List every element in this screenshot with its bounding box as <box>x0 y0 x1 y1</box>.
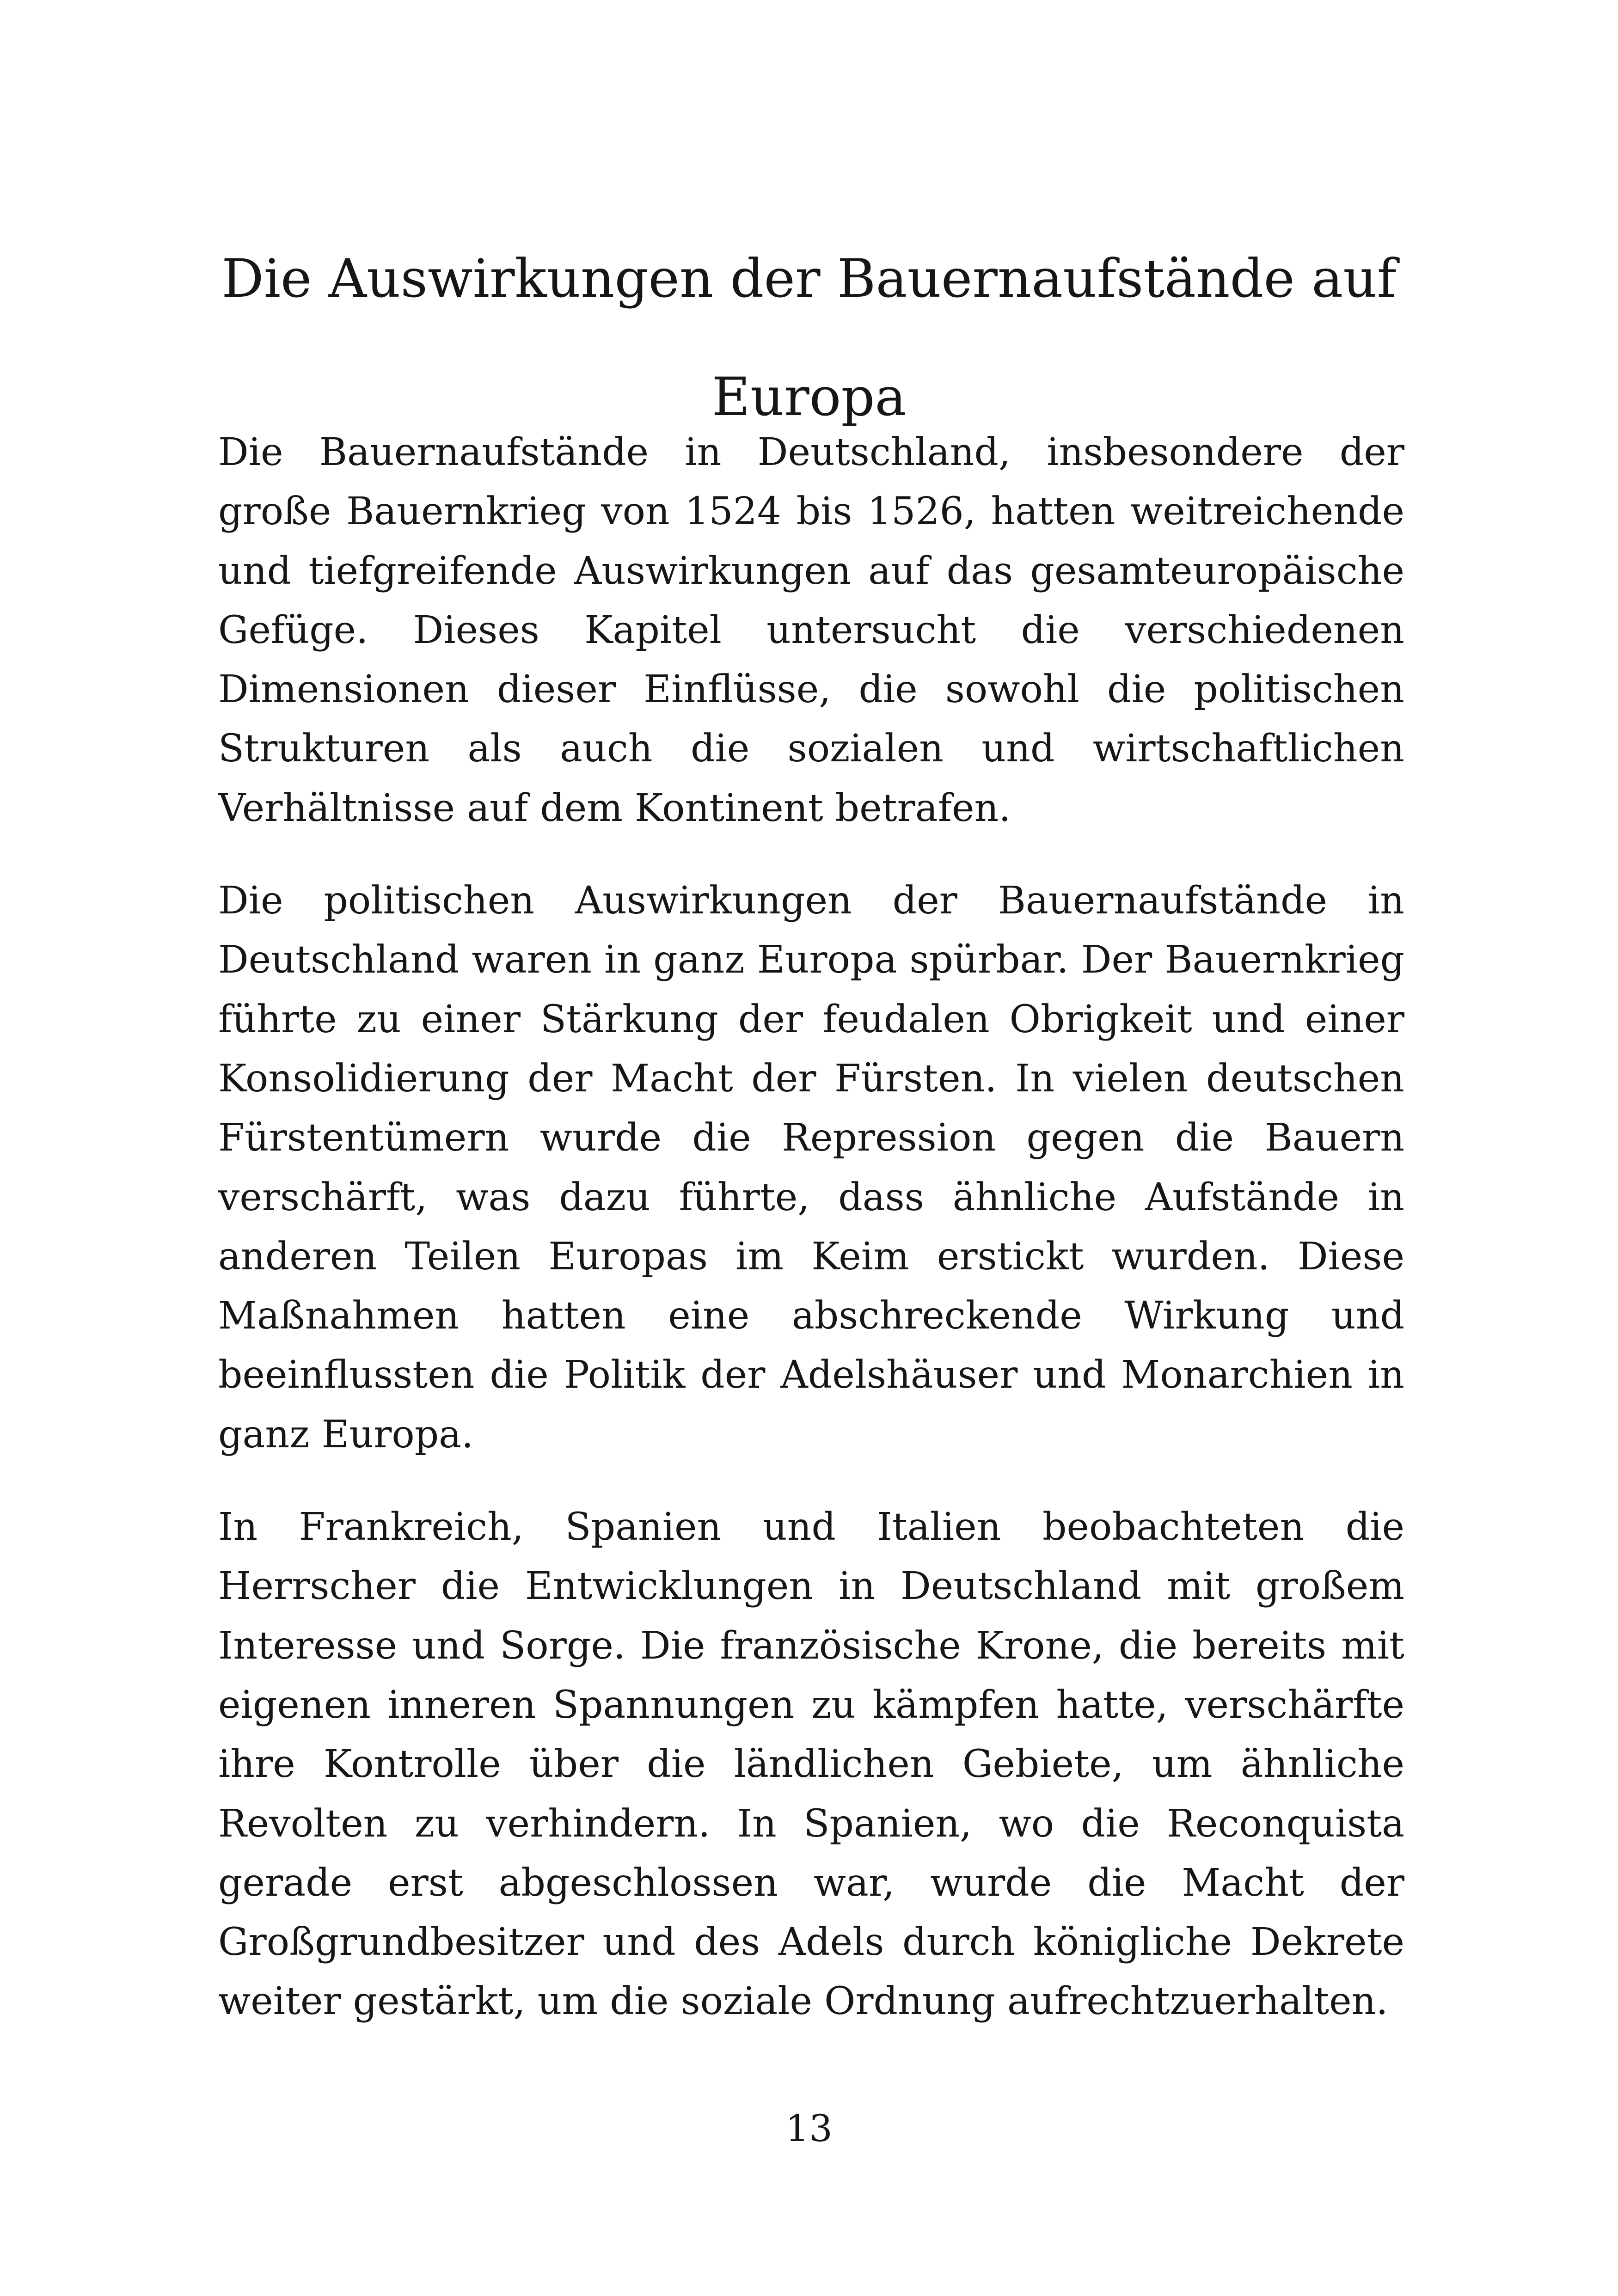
paragraph-political-effects: Die politischen Auswirkungen der Bauernaufstände in Deutschland waren in ganz Europa spürbar. Der Bauernkrieg führte zu einer Stärkung der feudalen Obrigkeit und einer Konsolidierung der Macht der Fürsten. In vielen deutschen Fürstentümern wurde die Repression gegen die Bauern verschärft, was dazu führte, dass ähnliche Aufstände in anderen Teilen Europas im Keim erstickt wurden. Diese Maßnahmen hatten eine abschreckende Wirkung und beeinflussten die Politik der Adelshäuser und Monarchien in ganz Europa. <box>218 879 1404 1457</box>
page-number: 13 <box>785 2107 833 2150</box>
chapter-title: Die Auswirkungen der Bauernaufstände auf Europa <box>221 248 1397 428</box>
paragraph-intro: Die Bauernaufstände in Deutschland, insbesondere der große Bauernkrieg von 1524 bis 1526, hatten weitreichende und tiefgreifende Auswirkungen auf das gesamteuropäische Gefüge. Dieses Kapitel untersucht die verschiedenen Dimensionen dieser Einflüsse, die sowohl die politischen Strukturen als auch die sozialen und wirtschaftlichen Verhältnisse auf dem Kontinent betrafen. <box>218 430 1404 830</box>
chapter-body <box>218 423 1404 2065</box>
paragraph-european-rulers: In Frankreich, Spanien und Italien beobachteten die Herrscher die Entwicklungen in Deutschland mit großem Interesse und Sorge. Die französische Krone, die bereits mit eigenen inneren Spannungen zu kämpfen hatte, verschärfte ihre Kontrolle über die ländlichen Gebiete, um ähnliche Revolten zu verhindern. In Spanien, wo die Reconquista gerade erst abgeschlossen war, wurde die Macht der Großgrundbesitzer und des Adels durch königliche Dekrete weiter gestärkt, um die soziale Ordnung aufrechtzuerhalten. <box>218 1505 1404 2024</box>
